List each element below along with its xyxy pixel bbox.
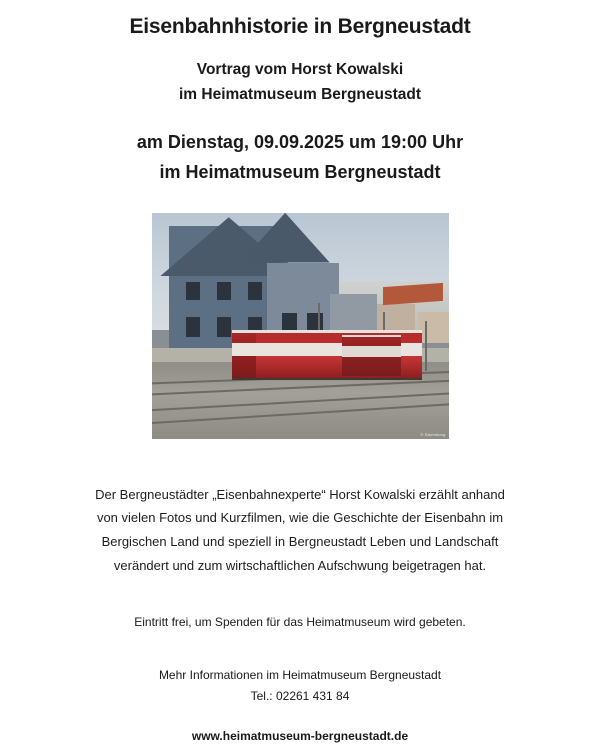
railcar-at-station-photo (152, 213, 449, 439)
photo-scene (152, 213, 449, 439)
subtitle-line-1: Vortrag vom Horst Kowalski (196, 61, 404, 79)
station-window (186, 317, 200, 337)
datetime-block (137, 128, 463, 186)
event-venue: im Heimatmuseum Bergneustadt (159, 161, 441, 182)
description-text: Der Bergneustädter „Eisenbahnexperte“ Horst Kowalski erzählt anhand von vielen Fotos und Kurzfilmen, wie die Geschichte der Eisenbahn im Bergischen Land und speziell in Bergneustadt Leben und Landschaft verändert und zum wirtschaftlichen Aufschwung beigetragen hat. (95, 486, 505, 573)
station-window (217, 282, 231, 300)
station-window (186, 282, 200, 300)
station-window (248, 282, 262, 300)
trailer-window-band (342, 346, 401, 357)
railcar-trailer (342, 335, 401, 375)
annex-window (282, 313, 298, 331)
annex-window (307, 313, 323, 331)
subtitle-block (179, 57, 421, 107)
event-datetime: am Dienstag, 09.09.2025 um 19:00 Uhr (136, 132, 464, 153)
contact-phone: Tel.: 02261 431 84 (250, 688, 350, 703)
contact-block (159, 665, 441, 707)
town-roof (383, 283, 443, 305)
admission-note: Eintritt frei, um Spenden für das Heimatmuseum wird gebeten. (134, 615, 466, 630)
page-title: Eisenbahnhistorie in Bergneustadt (129, 15, 471, 38)
station-window (217, 317, 231, 337)
website-url: www.heimatmuseum-bergneustadt.de (191, 728, 409, 743)
photo-credit: © Sammlung (420, 431, 446, 437)
catenary-mast (425, 321, 427, 371)
contact-line-1: Mehr Informationen im Heimatmuseum Bergneustadt (158, 667, 442, 682)
subtitle-line-2: im Heimatmuseum Bergneustadt (178, 86, 422, 104)
